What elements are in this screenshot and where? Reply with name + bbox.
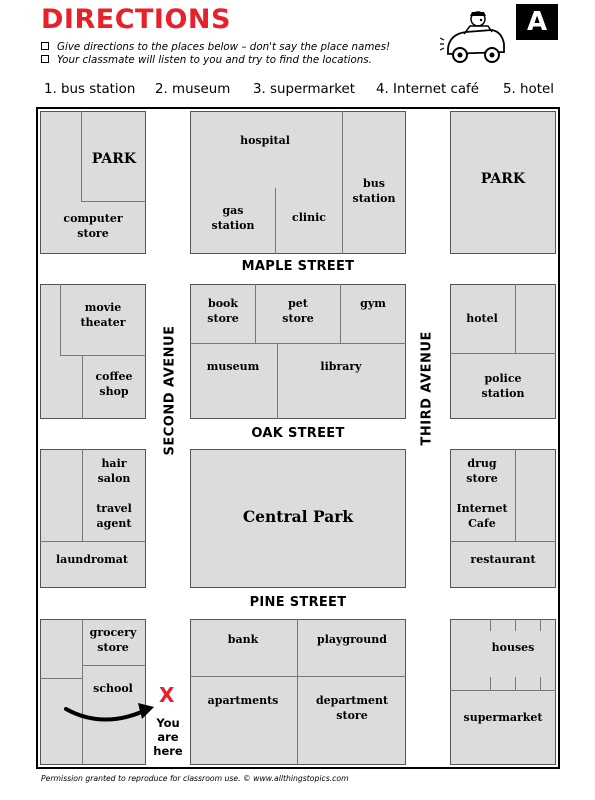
supermarket: supermarket: [463, 711, 543, 724]
bus-station: bus station: [352, 177, 396, 205]
divider: [82, 619, 83, 765]
houses: houses: [491, 641, 535, 654]
gas-station: gas station: [211, 204, 255, 232]
page-title: DIRECTIONS: [41, 4, 231, 35]
place-item: 1. bus station: [44, 82, 136, 97]
divider: [81, 201, 146, 202]
second-avenue-label: SECOND AVENUE: [162, 325, 178, 456]
hospital: hospital: [240, 134, 290, 147]
movie-theater: movie theater: [80, 301, 126, 329]
hair-salon: hair salon: [97, 457, 131, 485]
book-store: book store: [207, 297, 239, 325]
divider: [540, 619, 541, 631]
bank: bank: [227, 633, 259, 646]
clinic: clinic: [292, 211, 326, 224]
divider: [190, 676, 406, 677]
instruction-2: Your classmate will listen to you and try to find the locations.: [41, 54, 372, 66]
library: library: [320, 360, 362, 373]
travel-agent: travel agent: [96, 502, 132, 530]
divider: [450, 690, 556, 691]
you-are-here-label: You are here: [153, 716, 183, 758]
divider: [515, 449, 516, 541]
oak-street-label: OAK STREET: [251, 426, 345, 441]
computer-store: computer store: [63, 212, 123, 240]
pet-store: pet store: [282, 297, 314, 325]
curved-arrow-icon: [62, 693, 162, 733]
divider: [450, 541, 556, 542]
instruction-1: Give directions to the places below – don't say the place names!: [41, 41, 390, 53]
restaurant: restaurant: [470, 553, 536, 566]
apartments: apartments: [207, 694, 279, 707]
drug-store: drug store: [466, 457, 498, 485]
version-badge: A: [516, 4, 558, 40]
divider: [81, 111, 82, 201]
divider: [60, 284, 61, 355]
divider: [82, 355, 83, 419]
grocery-store: grocery store: [89, 626, 137, 654]
divider: [450, 353, 556, 354]
park-left: PARK: [91, 151, 137, 167]
third-avenue-label: THIRD AVENUE: [419, 331, 435, 446]
divider: [82, 449, 83, 541]
place-item: 5. hotel: [503, 82, 554, 97]
checkbox-icon: [41, 42, 49, 50]
department-store: department store: [315, 694, 389, 722]
place-item: 3. supermarket: [253, 82, 356, 97]
divider: [515, 284, 516, 353]
start-x-mark: X: [159, 683, 175, 707]
divider: [540, 677, 541, 690]
internet-cafe: Internet Cafe: [456, 502, 508, 530]
police-station: police station: [481, 372, 525, 400]
divider: [190, 343, 406, 344]
museum: museum: [206, 360, 260, 373]
divider: [277, 343, 278, 419]
checkbox-icon: [41, 55, 49, 63]
copyright-footer: Permission granted to reproduce for classroom use. © www.allthingstopics.com: [41, 774, 349, 783]
school: school: [93, 682, 133, 695]
divider: [342, 111, 343, 254]
pine-street-label: PINE STREET: [249, 595, 347, 610]
cartoon-car-driver-icon: [440, 10, 512, 66]
place-item: 4. Internet café: [376, 82, 479, 97]
divider: [515, 619, 516, 631]
hotel: hotel: [466, 312, 498, 325]
divider: [297, 619, 298, 765]
divider: [82, 665, 146, 666]
divider: [40, 678, 82, 679]
maple-street-label: MAPLE STREET: [241, 259, 355, 274]
place-item: 2. museum: [155, 82, 231, 97]
divider: [490, 677, 491, 690]
divider: [60, 355, 146, 356]
divider: [490, 619, 491, 631]
laundromat: laundromat: [56, 553, 128, 566]
gym: gym: [360, 297, 386, 310]
park-right: PARK: [480, 171, 526, 187]
central-park: Central Park: [242, 507, 354, 526]
divider: [40, 541, 146, 542]
divider: [275, 188, 276, 254]
divider: [340, 284, 341, 343]
coffee-shop: coffee shop: [95, 370, 133, 398]
playground: playground: [317, 633, 387, 646]
divider: [255, 284, 256, 343]
divider: [515, 677, 516, 690]
